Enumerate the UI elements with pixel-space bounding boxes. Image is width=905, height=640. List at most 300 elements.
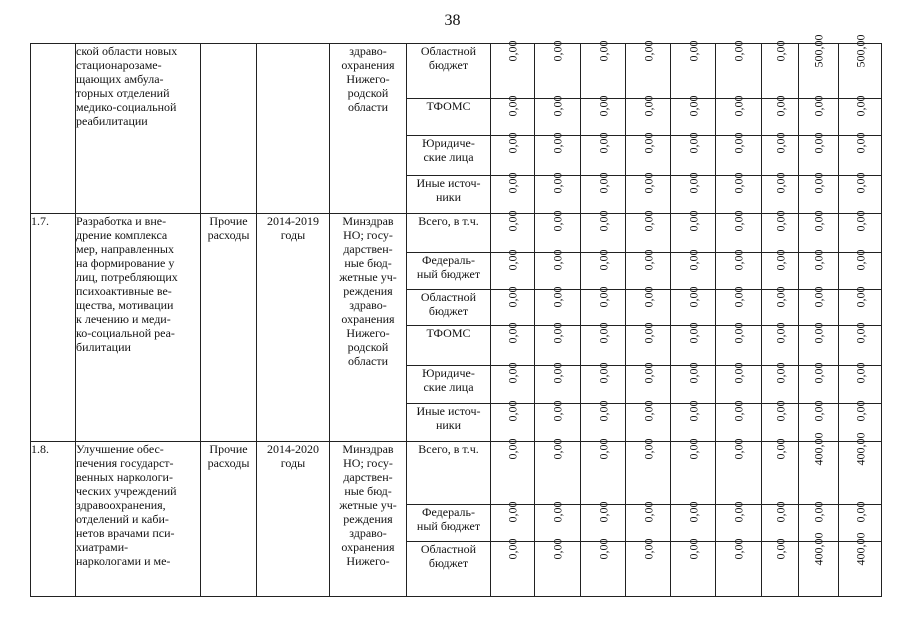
amount-value: 0,00 bbox=[505, 132, 520, 154]
amount-cell bbox=[491, 538, 535, 597]
expense-type-line: расходы bbox=[207, 228, 250, 242]
executor-line: Нижего- bbox=[346, 326, 390, 340]
amount-cell bbox=[716, 286, 762, 326]
amount-cell bbox=[762, 400, 799, 442]
amount-value: 0,00 bbox=[641, 322, 655, 344]
executor-line: родской bbox=[347, 86, 389, 100]
amount-cell bbox=[671, 538, 716, 597]
amount-value: 0,00 bbox=[686, 400, 700, 422]
amount-value: 0,00 bbox=[811, 132, 826, 154]
amount-value: 0,00 bbox=[773, 249, 787, 271]
funding-source bbox=[407, 136, 491, 176]
table-row bbox=[31, 214, 882, 253]
executor-line: дарствен- bbox=[343, 470, 393, 484]
amount-cell bbox=[491, 438, 535, 505]
amount-value: 0,00 bbox=[731, 286, 746, 308]
funding-source-line: Областной bbox=[420, 542, 477, 556]
amount-value: 0,00 bbox=[641, 210, 655, 232]
funding-source bbox=[407, 290, 491, 326]
item-description-line: венных наркологи- bbox=[76, 470, 173, 484]
amount-cell bbox=[671, 362, 716, 404]
item-description-line: торных отделений bbox=[76, 86, 170, 100]
amount-value: 0,00 bbox=[596, 132, 610, 154]
funding-source bbox=[407, 176, 491, 214]
amount-value: 0,00 bbox=[550, 210, 565, 232]
amount-value: 0,00 bbox=[811, 249, 826, 271]
amount-cell bbox=[671, 286, 716, 326]
amount-cell bbox=[535, 132, 581, 176]
amount-value: 0,00 bbox=[811, 400, 826, 422]
amount-value: 0,00 bbox=[731, 95, 746, 117]
amount-cell bbox=[799, 322, 839, 366]
amount-value: 0,00 bbox=[550, 286, 565, 308]
amount-value: 0,00 bbox=[731, 249, 746, 271]
executor-line: дарствен- bbox=[343, 242, 393, 256]
amount-cell bbox=[716, 322, 762, 366]
amount-value: 0,00 bbox=[641, 172, 655, 194]
item-description-line: ческих учреждений bbox=[76, 484, 177, 498]
amount-cell bbox=[716, 501, 762, 542]
funding-source-line: ские лица bbox=[423, 150, 474, 164]
amount-value: 0,00 bbox=[596, 438, 610, 460]
amount-cell bbox=[491, 362, 535, 404]
funding-source-line: ники bbox=[435, 190, 462, 204]
amount-cell bbox=[581, 400, 626, 442]
amount-value: 0,00 bbox=[505, 400, 520, 422]
funding-source-line: Всего, в т.ч. bbox=[418, 214, 479, 228]
item-description-line: отделений и каби- bbox=[76, 512, 169, 526]
amount-value: 0,00 bbox=[731, 538, 746, 560]
amount-value: 0,00 bbox=[686, 501, 700, 523]
amount-cell bbox=[626, 438, 671, 505]
amount-cell bbox=[671, 172, 716, 214]
funding-source bbox=[407, 442, 491, 505]
executor-line: области bbox=[347, 100, 389, 114]
amount-value: 0,00 bbox=[686, 249, 700, 271]
amount-value: 0,00 bbox=[550, 322, 565, 344]
amount-cell bbox=[491, 501, 535, 542]
amount-cell bbox=[535, 501, 581, 542]
amount-value: 0,00 bbox=[686, 210, 700, 232]
amount-value: 0,00 bbox=[686, 362, 700, 384]
amount-cell bbox=[762, 249, 799, 290]
amount-cell bbox=[799, 249, 839, 290]
amount-cell bbox=[762, 322, 799, 366]
amount-cell bbox=[581, 210, 626, 253]
period-line: 2014-2020 bbox=[267, 442, 319, 456]
amount-value: 0,00 bbox=[731, 40, 746, 62]
amount-cell bbox=[762, 362, 799, 404]
amount-value: 0,00 bbox=[550, 249, 565, 271]
amount-value: 0,00 bbox=[811, 286, 826, 308]
amount-value: 0,00 bbox=[773, 132, 787, 154]
funding-source-line: ские лица bbox=[423, 380, 474, 394]
amount-value: 0,00 bbox=[596, 322, 610, 344]
item-description-line: нетов врачами пси- bbox=[76, 526, 175, 540]
amount-value: 0,00 bbox=[505, 40, 520, 62]
amount-value: 0,00 bbox=[731, 362, 746, 384]
amount-value: 0,00 bbox=[550, 501, 565, 523]
item-description-line: стационарозамe- bbox=[76, 58, 162, 72]
amount-value: 0,00 bbox=[550, 362, 565, 384]
amount-cell bbox=[626, 210, 671, 253]
item-description-line: здравоохранения, bbox=[76, 498, 166, 512]
funding-source-line: Иные источ- bbox=[416, 176, 481, 190]
amount-value: 0,00 bbox=[505, 249, 520, 271]
page-number: 38 bbox=[444, 12, 461, 29]
amount-value: 0,00 bbox=[811, 95, 826, 117]
item-number: 1.8. bbox=[31, 442, 76, 597]
amount-cell bbox=[581, 286, 626, 326]
amount-value: 0,00 bbox=[731, 501, 746, 523]
funding-source-line: Всего, в т.ч. bbox=[418, 442, 479, 456]
executor-line: здраво- bbox=[349, 526, 387, 540]
executor-line: НО; госу- bbox=[343, 456, 393, 470]
amount-value: 0,00 bbox=[686, 322, 700, 344]
funding-source bbox=[407, 253, 491, 290]
amount-cell bbox=[716, 40, 762, 99]
executor-line: здраво- bbox=[349, 298, 387, 312]
amount-value: 0,00 bbox=[773, 286, 787, 308]
period-line: годы bbox=[280, 456, 306, 470]
amount-cell bbox=[626, 172, 671, 214]
expense-type bbox=[201, 44, 257, 214]
amount-value: 0,00 bbox=[641, 538, 655, 560]
expense-type bbox=[201, 214, 257, 442]
amount-cell bbox=[839, 286, 882, 326]
amount-cell bbox=[839, 432, 882, 505]
amount-value: 0,00 bbox=[773, 400, 787, 422]
expense-type bbox=[201, 442, 257, 597]
amount-cell bbox=[799, 432, 839, 505]
funding-source bbox=[407, 326, 491, 366]
amount-cell bbox=[581, 132, 626, 176]
amount-value: 0,00 bbox=[550, 400, 565, 422]
amount-value: 500,00 bbox=[853, 34, 867, 68]
amount-cell bbox=[581, 40, 626, 99]
amount-cell bbox=[626, 322, 671, 366]
amount-value: 0,00 bbox=[773, 501, 787, 523]
amount-cell bbox=[671, 95, 716, 136]
funding-source-line: Федераль- bbox=[422, 253, 475, 267]
executor-line: здраво- bbox=[349, 44, 387, 58]
amount-value: 0,00 bbox=[853, 210, 867, 232]
amount-cell bbox=[716, 362, 762, 404]
amount-value: 0,00 bbox=[811, 501, 826, 523]
item-description-line: Улучшение обес- bbox=[76, 442, 164, 456]
amount-cell bbox=[762, 172, 799, 214]
item-description-line: наркологами и ме- bbox=[76, 554, 171, 568]
table-row bbox=[31, 442, 882, 505]
period-line: годы bbox=[280, 228, 306, 242]
funding-source-line: ники bbox=[435, 418, 462, 432]
amount-value: 0,00 bbox=[596, 249, 610, 271]
amount-cell bbox=[626, 501, 671, 542]
amount-value: 0,00 bbox=[686, 286, 700, 308]
amount-value: 0,00 bbox=[596, 210, 610, 232]
amount-value: 0,00 bbox=[505, 362, 520, 384]
amount-value: 0,00 bbox=[596, 501, 610, 523]
amount-cell bbox=[799, 132, 839, 176]
amount-cell bbox=[535, 538, 581, 597]
amount-value: 0,00 bbox=[731, 322, 746, 344]
amount-value: 0,00 bbox=[505, 538, 520, 560]
funding-source-line: ный бюджет bbox=[416, 267, 481, 281]
amount-cell bbox=[762, 95, 799, 136]
amount-cell bbox=[491, 40, 535, 99]
amount-value: 0,00 bbox=[505, 322, 520, 344]
amount-cell bbox=[581, 501, 626, 542]
amount-value: 0,00 bbox=[731, 438, 746, 460]
amount-value: 0,00 bbox=[731, 400, 746, 422]
amount-value: 400,00 bbox=[811, 532, 826, 566]
amount-value: 0,00 bbox=[773, 538, 787, 560]
item-description-line: на формирование у bbox=[76, 256, 175, 270]
period bbox=[257, 44, 330, 214]
amount-value: 0,00 bbox=[686, 172, 700, 194]
amount-cell bbox=[491, 172, 535, 214]
budget-table bbox=[30, 34, 882, 597]
amount-cell bbox=[716, 95, 762, 136]
amount-value: 0,00 bbox=[773, 362, 787, 384]
amount-value: 0,00 bbox=[550, 95, 565, 117]
amount-cell bbox=[581, 538, 626, 597]
item-description-line: психоактивные ве- bbox=[76, 284, 172, 298]
amount-cell bbox=[799, 532, 839, 597]
amount-value: 0,00 bbox=[686, 438, 700, 460]
executor-line: НО; госу- bbox=[343, 228, 393, 242]
amount-value: 0,00 bbox=[853, 132, 867, 154]
executor-line: Минздрав bbox=[342, 214, 394, 228]
amount-value: 0,00 bbox=[641, 95, 655, 117]
amount-cell bbox=[581, 438, 626, 505]
amount-cell bbox=[716, 172, 762, 214]
amount-value: 0,00 bbox=[505, 438, 520, 460]
amount-value: 0,00 bbox=[853, 501, 867, 523]
executor-line: охранения bbox=[341, 540, 395, 554]
amount-cell bbox=[535, 362, 581, 404]
funding-source-line: Иные источ- bbox=[416, 404, 481, 418]
amount-value: 500,00 bbox=[811, 34, 826, 68]
amount-cell bbox=[799, 95, 839, 136]
amount-value: 400,00 bbox=[853, 532, 867, 566]
amount-value: 0,00 bbox=[641, 132, 655, 154]
funding-source bbox=[407, 366, 491, 404]
amount-value: 0,00 bbox=[596, 538, 610, 560]
amount-cell bbox=[581, 249, 626, 290]
amount-value: 0,00 bbox=[596, 362, 610, 384]
item-description-line: мер, направленных bbox=[76, 242, 174, 256]
period-line: 2014-2019 bbox=[267, 214, 319, 228]
table-row bbox=[31, 44, 882, 99]
expense-type-line: расходы bbox=[207, 456, 250, 470]
amount-cell bbox=[581, 172, 626, 214]
item-number bbox=[31, 44, 76, 214]
amount-cell bbox=[799, 172, 839, 214]
funding-source-line: Областной bbox=[420, 290, 477, 304]
amount-value: 0,00 bbox=[505, 172, 520, 194]
amount-cell bbox=[535, 438, 581, 505]
amount-cell bbox=[491, 400, 535, 442]
amount-cell bbox=[626, 132, 671, 176]
item-description-line: дрение комплекса bbox=[76, 228, 168, 242]
amount-cell bbox=[671, 132, 716, 176]
period bbox=[257, 214, 330, 442]
amount-value: 0,00 bbox=[811, 172, 826, 194]
expense-type-line: Прочие bbox=[209, 214, 248, 228]
executor-line: ные бюд- bbox=[344, 484, 392, 498]
amount-cell bbox=[839, 34, 882, 99]
item-description-line: щества, мотивации bbox=[76, 298, 174, 312]
amount-cell bbox=[762, 40, 799, 99]
item-description bbox=[76, 44, 201, 214]
amount-cell bbox=[762, 538, 799, 597]
funding-source-line: Областной bbox=[420, 44, 477, 58]
amount-cell bbox=[671, 210, 716, 253]
item-description-line: ко-социальной реа- bbox=[76, 326, 175, 340]
amount-value: 0,00 bbox=[505, 501, 520, 523]
amount-cell bbox=[799, 210, 839, 253]
executor-line: охранения bbox=[341, 312, 395, 326]
amount-cell bbox=[535, 400, 581, 442]
amount-cell bbox=[491, 95, 535, 136]
amount-cell bbox=[581, 95, 626, 136]
amount-cell bbox=[839, 95, 882, 136]
amount-cell bbox=[581, 322, 626, 366]
amount-value: 0,00 bbox=[731, 210, 746, 232]
amount-value: 0,00 bbox=[641, 438, 655, 460]
amount-cell bbox=[839, 210, 882, 253]
amount-value: 0,00 bbox=[596, 286, 610, 308]
amount-value: 0,00 bbox=[641, 286, 655, 308]
item-description-line: лиц, потребляющих bbox=[76, 270, 178, 284]
amount-value: 0,00 bbox=[641, 501, 655, 523]
amount-value: 0,00 bbox=[686, 538, 700, 560]
executor-line: родской bbox=[347, 340, 389, 354]
funding-source-line: бюджет bbox=[428, 58, 469, 72]
amount-cell bbox=[626, 538, 671, 597]
amount-cell bbox=[839, 132, 882, 176]
amount-cell bbox=[671, 322, 716, 366]
amount-cell bbox=[535, 322, 581, 366]
funding-source bbox=[407, 44, 491, 99]
amount-cell bbox=[716, 438, 762, 505]
executor bbox=[330, 442, 407, 597]
executor-line: области bbox=[347, 354, 389, 368]
amount-value: 0,00 bbox=[773, 95, 787, 117]
amount-value: 0,00 bbox=[550, 172, 565, 194]
amount-cell bbox=[671, 249, 716, 290]
expense-type-line: Прочие bbox=[209, 442, 248, 456]
amount-cell bbox=[716, 249, 762, 290]
amount-value: 0,00 bbox=[773, 210, 787, 232]
amount-cell bbox=[535, 210, 581, 253]
funding-source-line: Юридиче- bbox=[422, 366, 475, 380]
item-description-line: к лечению и меди- bbox=[76, 312, 171, 326]
amount-cell bbox=[671, 40, 716, 99]
executor-line: жетные уч- bbox=[339, 270, 397, 284]
amount-cell bbox=[716, 538, 762, 597]
amount-cell bbox=[762, 210, 799, 253]
amount-cell bbox=[626, 95, 671, 136]
funding-source bbox=[407, 505, 491, 542]
amount-value: 0,00 bbox=[550, 40, 565, 62]
amount-cell bbox=[671, 501, 716, 542]
amount-cell bbox=[839, 322, 882, 366]
amount-value: 0,00 bbox=[596, 95, 610, 117]
amount-cell bbox=[581, 362, 626, 404]
funding-source-line: Юридиче- bbox=[422, 136, 475, 150]
amount-value: 0,00 bbox=[550, 538, 565, 560]
funding-source bbox=[407, 542, 491, 597]
amount-cell bbox=[762, 501, 799, 542]
amount-cell bbox=[535, 172, 581, 214]
executor-line: Минздрав bbox=[342, 442, 394, 456]
funding-source-line: бюджет bbox=[428, 304, 469, 318]
amount-value: 0,00 bbox=[596, 40, 610, 62]
amount-value: 0,00 bbox=[505, 286, 520, 308]
item-description-line: хиатрами- bbox=[76, 540, 129, 554]
amount-cell bbox=[716, 400, 762, 442]
amount-cell bbox=[799, 286, 839, 326]
amount-value: 0,00 bbox=[773, 438, 787, 460]
amount-value: 0,00 bbox=[853, 172, 867, 194]
amount-cell bbox=[491, 286, 535, 326]
amount-value: 0,00 bbox=[853, 322, 867, 344]
amount-value: 0,00 bbox=[686, 95, 700, 117]
amount-value: 0,00 bbox=[811, 322, 826, 344]
amount-cell bbox=[491, 132, 535, 176]
amount-value: 0,00 bbox=[853, 249, 867, 271]
amount-value: 0,00 bbox=[641, 362, 655, 384]
amount-cell bbox=[839, 532, 882, 597]
amount-value: 0,00 bbox=[596, 172, 610, 194]
amount-cell bbox=[491, 210, 535, 253]
item-description bbox=[76, 214, 201, 442]
amount-cell bbox=[716, 210, 762, 253]
funding-source-line: бюджет bbox=[428, 556, 469, 570]
amount-value: 0,00 bbox=[596, 400, 610, 422]
amount-cell bbox=[839, 172, 882, 214]
amount-cell bbox=[491, 322, 535, 366]
period bbox=[257, 442, 330, 597]
amount-cell bbox=[626, 400, 671, 442]
amount-cell bbox=[535, 249, 581, 290]
amount-value: 0,00 bbox=[853, 400, 867, 422]
executor bbox=[330, 44, 407, 214]
executor-line: Нижего- bbox=[346, 72, 390, 86]
amount-value: 0,00 bbox=[853, 286, 867, 308]
funding-source bbox=[407, 214, 491, 253]
amount-value: 0,00 bbox=[505, 95, 520, 117]
funding-source bbox=[407, 99, 491, 136]
amount-cell bbox=[626, 249, 671, 290]
amount-value: 0,00 bbox=[853, 95, 867, 117]
amount-value: 0,00 bbox=[773, 40, 787, 62]
amount-cell bbox=[799, 34, 839, 99]
amount-cell bbox=[671, 400, 716, 442]
amount-value: 400,00 bbox=[853, 432, 867, 466]
amount-cell bbox=[716, 132, 762, 176]
item-number: 1.7. bbox=[31, 214, 76, 442]
amount-cell bbox=[762, 286, 799, 326]
item-description bbox=[76, 442, 201, 597]
amount-cell bbox=[839, 249, 882, 290]
amount-value: 0,00 bbox=[550, 132, 565, 154]
amount-cell bbox=[535, 286, 581, 326]
funding-source bbox=[407, 404, 491, 442]
amount-value: 0,00 bbox=[641, 249, 655, 271]
